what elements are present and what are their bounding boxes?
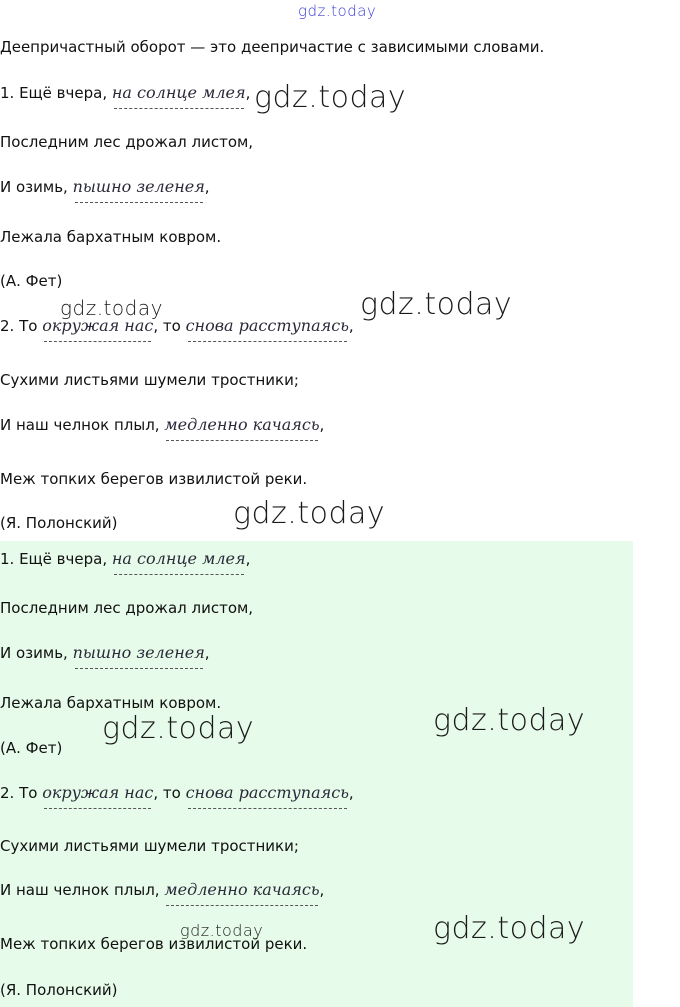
participle-phrase: снова расступаясь (185, 316, 349, 335)
line-text: 1. Ещё вчера, (0, 550, 112, 568)
answer-author-polonsky: (Я. Полонский) (0, 981, 118, 999)
answer-line-8 (0, 880, 324, 900)
poem-line-6 (0, 316, 354, 336)
participle-phrase: окружая нас (42, 316, 154, 335)
line-text: , то (153, 317, 186, 335)
line-text: , то (153, 784, 186, 802)
line-text: И наш челнок плыл, (0, 416, 165, 434)
poem-line-7: Сухими листьями шумели тростники; (0, 371, 299, 389)
punctuation: , (204, 178, 210, 196)
participle-phrase: на солнце млея (111, 83, 246, 102)
watermark: gdz.today (102, 711, 255, 746)
watermark: gdz.today (233, 496, 386, 531)
line-text: И озимь, (0, 178, 73, 196)
poem-line-8 (0, 415, 324, 435)
definition-text: Деепричастный оборот — это деепричастие с зависимыми словами. (0, 38, 545, 56)
answer-line-9: Меж топких берегов извилистой реки. (0, 935, 308, 953)
participle-phrase: медленно качаясь (164, 880, 320, 899)
poem-line-2: Последним лес дрожал листом, (0, 133, 254, 151)
line-text: 1. Ещё вчера, (0, 84, 112, 102)
watermark: gdz.today (180, 921, 264, 940)
line-text: И озимь, (0, 644, 73, 662)
participle-phrase: на солнце млея (111, 549, 246, 568)
answer-line-3 (0, 643, 210, 663)
participle-phrase: снова расступаясь (185, 783, 349, 802)
answer-line-6 (0, 783, 354, 803)
punctuation: , (319, 881, 325, 899)
participle-phrase: пышно зеленея (72, 177, 205, 196)
punctuation: , (245, 550, 251, 568)
answer-author-fet: (А. Фет) (0, 739, 63, 757)
answer-line-7: Сухими листьями шумели тростники; (0, 837, 299, 855)
watermark: gdz.today (433, 911, 586, 946)
line-text: 2. То (0, 317, 43, 335)
author-polonsky: (Я. Полонский) (0, 514, 118, 532)
watermark: gdz.today (254, 80, 407, 115)
poem-line-4: Лежала бархатным ковром. (0, 228, 222, 246)
poem-line-3 (0, 177, 210, 197)
answer-line-1 (0, 549, 250, 569)
header-watermark: gdz.today (298, 2, 377, 20)
poem-line-9: Меж топких берегов извилистой реки. (0, 470, 308, 488)
punctuation: , (319, 416, 325, 434)
watermark: gdz.today (60, 296, 163, 320)
poem-line-1 (0, 83, 250, 103)
line-text: 2. То (0, 784, 43, 802)
answer-line-2: Последним лес дрожал листом, (0, 599, 254, 617)
participle-phrase: пышно зеленея (72, 643, 205, 662)
punctuation: , (204, 644, 210, 662)
author-fet: (А. Фет) (0, 272, 63, 290)
watermark: gdz.today (360, 287, 513, 322)
participle-phrase: окружая нас (42, 783, 154, 802)
punctuation: , (245, 84, 251, 102)
answer-line-4: Лежала бархатным ковром. (0, 694, 222, 712)
punctuation: , (348, 317, 354, 335)
watermark: gdz.today (433, 703, 586, 738)
participle-phrase: медленно качаясь (164, 415, 320, 434)
punctuation: , (348, 784, 354, 802)
line-text: И наш челнок плыл, (0, 881, 165, 899)
